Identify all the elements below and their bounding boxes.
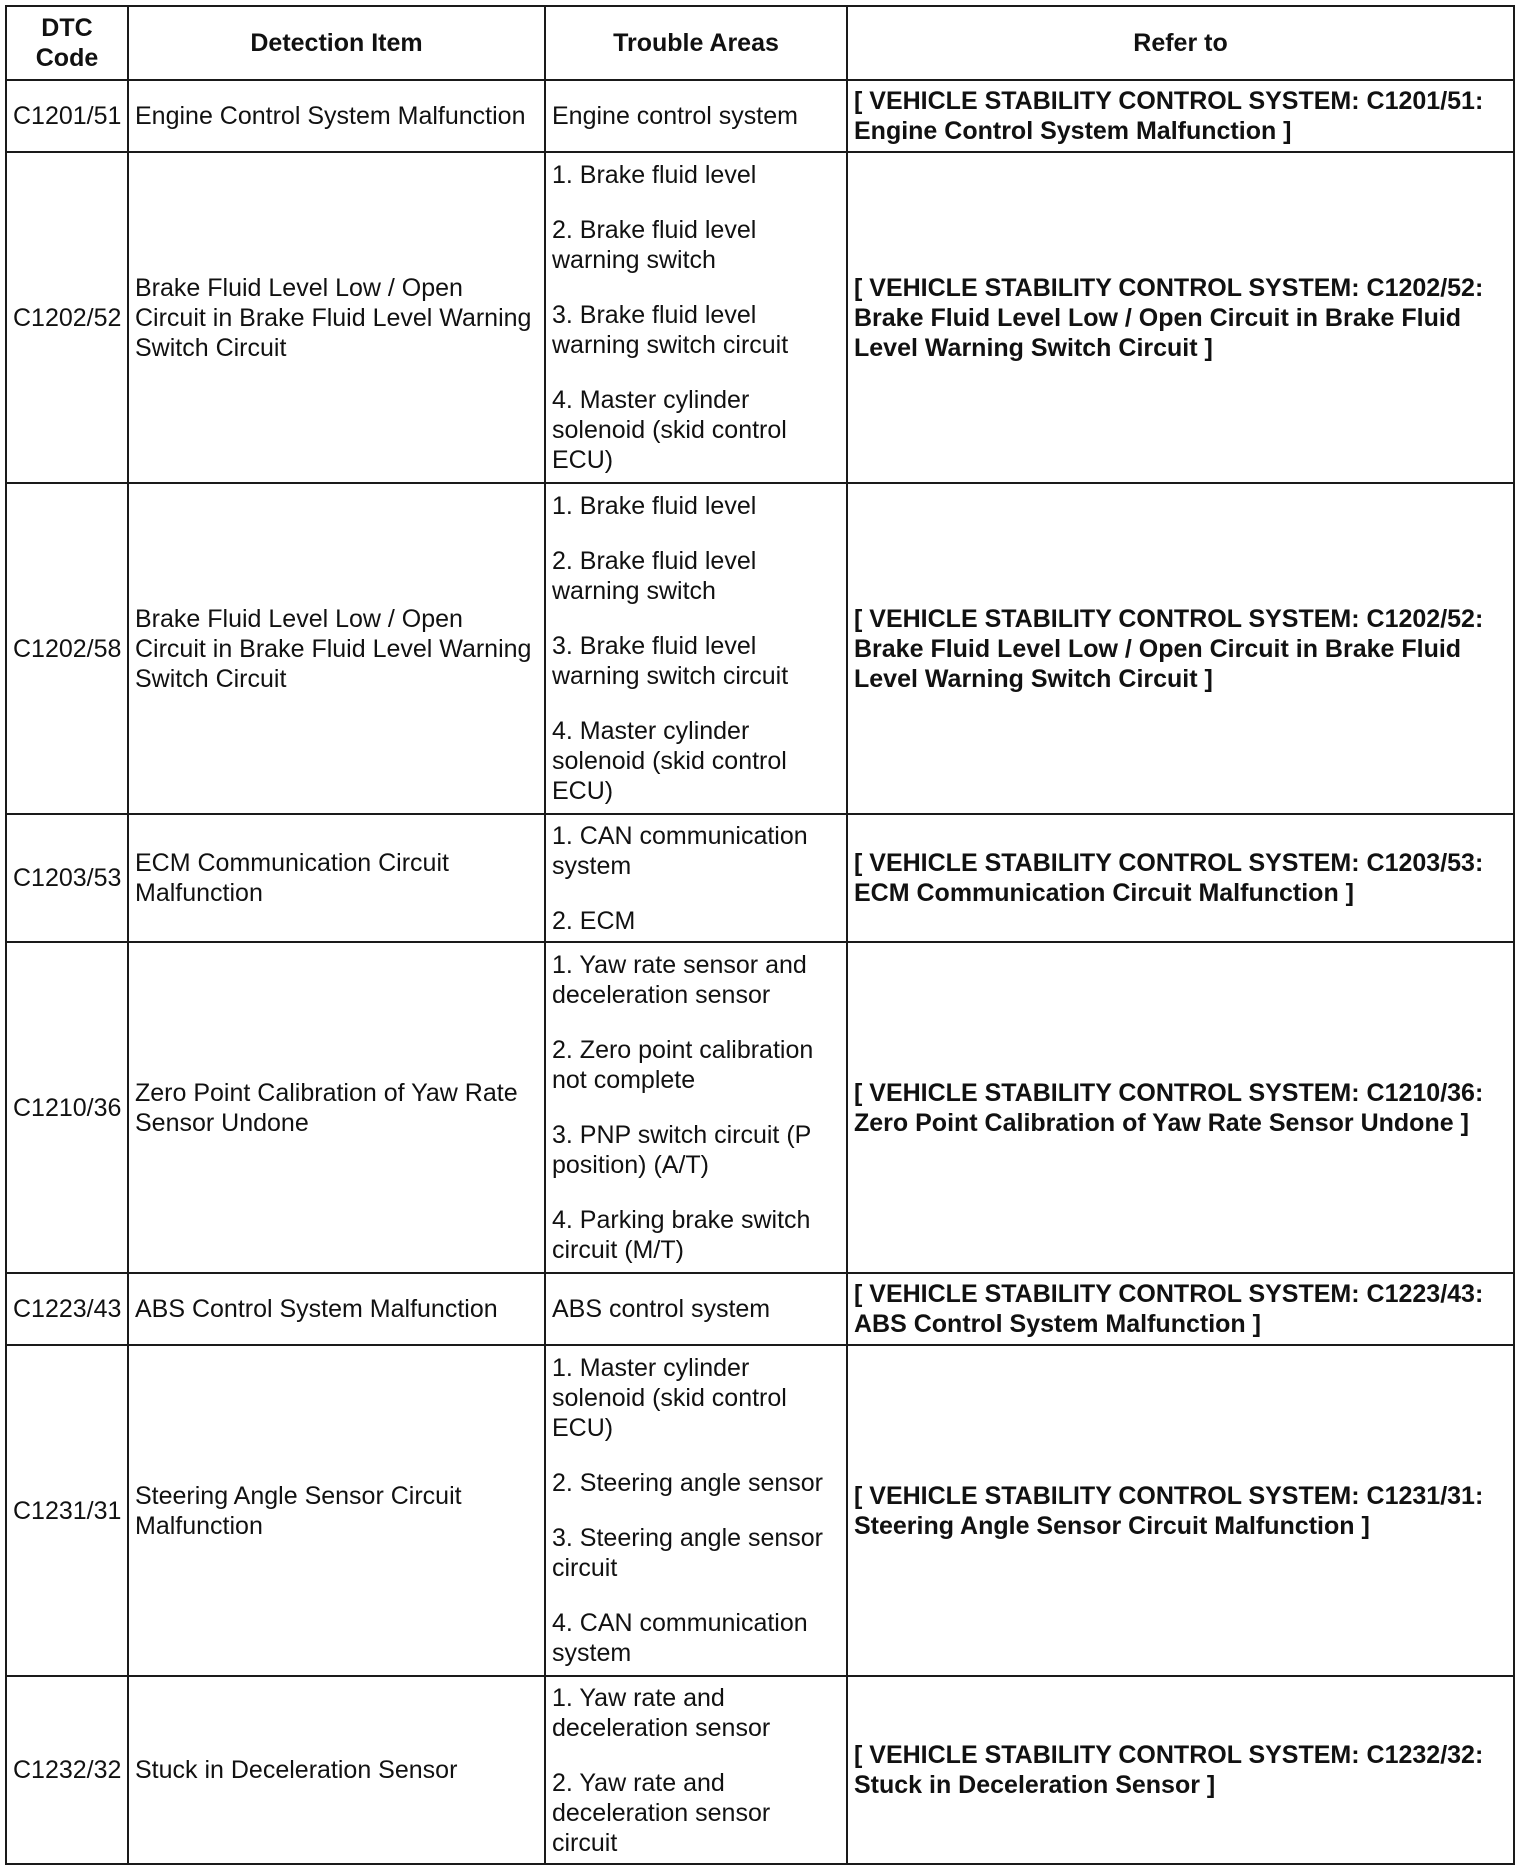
detection-item-cell: Engine Control System Malfunction <box>128 80 545 152</box>
dtc-table <box>5 5 1515 1865</box>
trouble-area-item: 1. Yaw rate sensor and deceleration sensor <box>552 951 807 1009</box>
trouble-area-item: 3. PNP switch circuit (P position) (A/T) <box>552 1121 811 1179</box>
detection-item-cell: Brake Fluid Level Low / Open Circuit in Brake Fluid Level Warning Switch Circuit <box>128 152 545 483</box>
trouble-areas-cell <box>545 1345 847 1676</box>
detection-item-cell: ECM Communication Circuit Malfunction <box>128 814 545 942</box>
table-row <box>6 483 1514 814</box>
trouble-area-item: 1. Master cylinder solenoid (skid control ECU) <box>552 1354 787 1442</box>
refer-to-link[interactable]: [ VEHICLE STABILITY CONTROL SYSTEM: C1223/43: ABS Control System Malfunction ] <box>847 1273 1514 1345</box>
trouble-area-item: 1. CAN communication system <box>552 821 808 880</box>
trouble-areas-cell <box>545 814 847 942</box>
table-row <box>6 1273 1514 1345</box>
dtc-code-cell: C1223/43 <box>6 1273 128 1345</box>
detection-item-cell: Stuck in Deceleration Sensor <box>128 1676 545 1864</box>
trouble-area-item: 4. CAN communication system <box>552 1609 808 1667</box>
table-row <box>6 80 1514 152</box>
refer-to-link[interactable]: [ VEHICLE STABILITY CONTROL SYSTEM: C1203/53: ECM Communication Circuit Malfunction ] <box>847 814 1514 942</box>
header-dtc-code: DTC Code <box>6 6 128 80</box>
trouble-area-item: 3. Brake fluid level warning switch circuit <box>552 301 789 359</box>
detection-item-cell: Brake Fluid Level Low / Open Circuit in Brake Fluid Level Warning Switch Circuit <box>128 483 545 814</box>
header-refer-to: Refer to <box>847 6 1514 80</box>
trouble-area-item: 4. Master cylinder solenoid (skid control ECU) <box>552 386 787 474</box>
trouble-areas-cell <box>545 152 847 483</box>
table-row <box>6 942 1514 1273</box>
trouble-area-item: 1. Brake fluid level <box>552 492 757 520</box>
refer-to-link[interactable]: [ VEHICLE STABILITY CONTROL SYSTEM: C1210/36: Zero Point Calibration of Yaw Rate Sensor Undone ] <box>847 942 1514 1273</box>
table-row <box>6 1676 1514 1864</box>
refer-to-link[interactable]: [ VEHICLE STABILITY CONTROL SYSTEM: C1201/51: Engine Control System Malfunction ] <box>847 80 1514 152</box>
detection-item-cell: Zero Point Calibration of Yaw Rate Sensor Undone <box>128 942 545 1273</box>
trouble-area-item: 2. Steering angle sensor <box>552 1469 824 1497</box>
trouble-area-item: 1. Yaw rate and deceleration sensor <box>552 1683 771 1742</box>
refer-to-link[interactable]: [ VEHICLE STABILITY CONTROL SYSTEM: C1202/52: Brake Fluid Level Low / Open Circuit in Brake Fluid Level Warning Switch Circuit ] <box>847 483 1514 814</box>
dtc-code-cell: C1210/36 <box>6 942 128 1273</box>
refer-to-link[interactable]: [ VEHICLE STABILITY CONTROL SYSTEM: C1232/32: Stuck in Deceleration Sensor ] <box>847 1676 1514 1864</box>
trouble-area-item: 2. Yaw rate and deceleration sensor circuit <box>552 1768 771 1857</box>
trouble-area-item: 3. Steering angle sensor circuit <box>552 1524 824 1582</box>
dtc-code-cell: C1202/58 <box>6 483 128 814</box>
trouble-area-item: 2. Zero point calibration not complete <box>552 1036 814 1094</box>
table-row <box>6 814 1514 942</box>
trouble-area-item: 1. Brake fluid level <box>552 161 757 189</box>
trouble-area-item: ABS control system <box>552 1295 771 1323</box>
table-row <box>6 1345 1514 1676</box>
dtc-code-cell: C1231/31 <box>6 1345 128 1676</box>
trouble-area-item: 2. Brake fluid level warning switch <box>552 547 757 605</box>
table-body <box>6 80 1514 1864</box>
trouble-area-item: 2. ECM <box>552 906 636 935</box>
refer-to-link[interactable]: [ VEHICLE STABILITY CONTROL SYSTEM: C1202/52: Brake Fluid Level Low / Open Circuit in Brake Fluid Level Warning Switch Circuit ] <box>847 152 1514 483</box>
header-row <box>6 6 1514 80</box>
trouble-areas-cell <box>545 483 847 814</box>
refer-to-link[interactable]: [ VEHICLE STABILITY CONTROL SYSTEM: C1231/31: Steering Angle Sensor Circuit Malfunction ] <box>847 1345 1514 1676</box>
header-trouble-areas: Trouble Areas <box>545 6 847 80</box>
trouble-areas-cell <box>545 1273 847 1345</box>
detection-item-cell: Steering Angle Sensor Circuit Malfunction <box>128 1345 545 1676</box>
trouble-areas-cell <box>545 80 847 152</box>
dtc-code-cell: C1203/53 <box>6 814 128 942</box>
header-detection-item: Detection Item <box>128 6 545 80</box>
dtc-code-cell: C1201/51 <box>6 80 128 152</box>
detection-item-cell: ABS Control System Malfunction <box>128 1273 545 1345</box>
trouble-area-item: Engine control system <box>552 102 798 130</box>
trouble-areas-cell <box>545 942 847 1273</box>
trouble-area-item: 3. Brake fluid level warning switch circuit <box>552 632 789 690</box>
trouble-area-item: 2. Brake fluid level warning switch <box>552 216 757 274</box>
trouble-area-item: 4. Parking brake switch circuit (M/T) <box>552 1206 811 1264</box>
table-row <box>6 152 1514 483</box>
trouble-area-item: 4. Master cylinder solenoid (skid control ECU) <box>552 717 787 805</box>
dtc-code-cell: C1202/52 <box>6 152 128 483</box>
trouble-areas-cell <box>545 1676 847 1864</box>
dtc-code-cell: C1232/32 <box>6 1676 128 1864</box>
